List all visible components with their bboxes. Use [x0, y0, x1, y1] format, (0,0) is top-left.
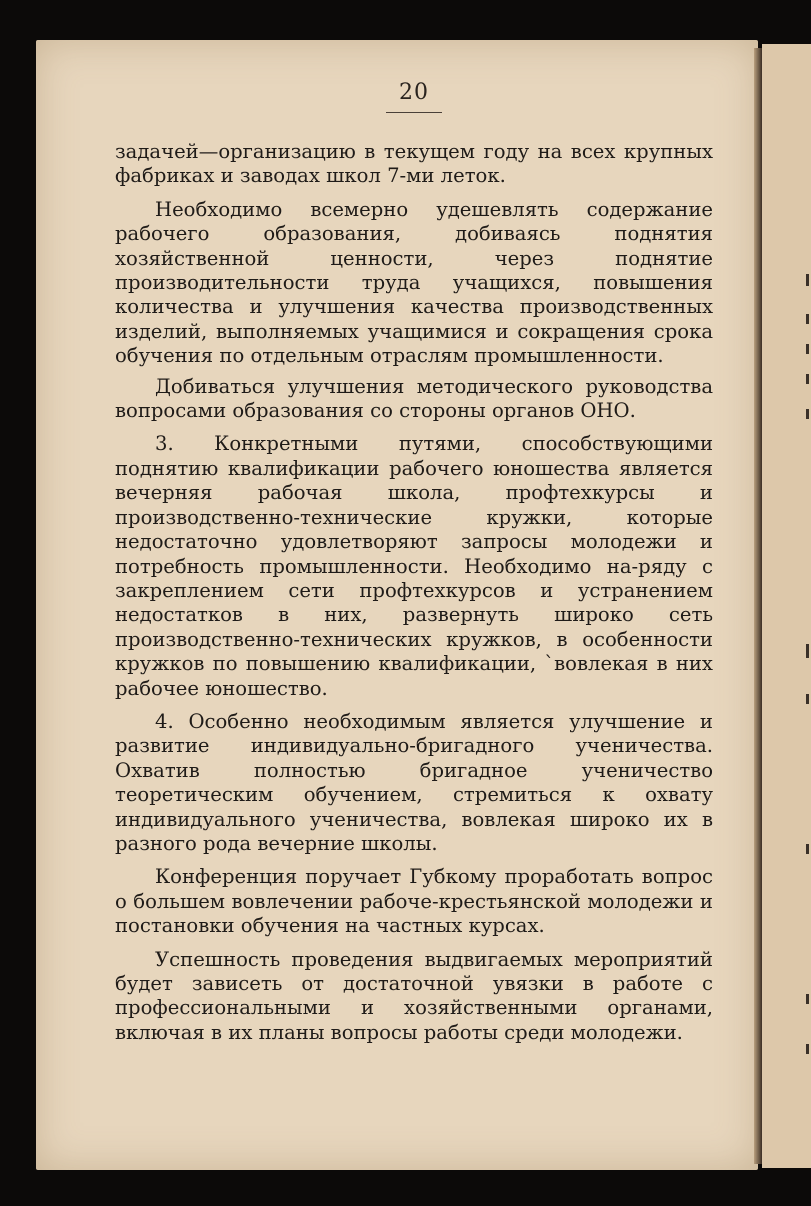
page-number: 20 [399, 80, 429, 105]
adjacent-page-mark [806, 994, 809, 1004]
adjacent-page-mark [806, 644, 809, 658]
adjacent-page-mark [806, 274, 809, 286]
adjacent-page-mark [806, 409, 809, 419]
paragraph-cost-reduction: Необходимо всемерно удешевлять содержание рабочего образования, добиваясь поднятия хозяйственной ценности, через поднятие производительности труда учащихся, повышения количества и улучшения качества производственных изделий, выполняемых учащимися и сокращения срока обучения по отдельным отраслям промышленности. [115, 197, 713, 368]
paragraph-conference-instruction: Конференция поручает Губкому проработать вопрос о большем вовлечении рабоче-крестьянской молодежи и постановки обучения на частных курсах. [115, 865, 713, 938]
body-text [115, 140, 713, 1045]
adjacent-page-strip [762, 44, 811, 1168]
adjacent-page-mark [806, 314, 809, 324]
page-spine-edge [754, 48, 762, 1164]
paragraph-item-3: 3. Конкретными путями, способствующими поднятию квалификации рабочего юношества является вечерняя рабочая школа, профтехкурсы и производственно-технические кружки, которые недостаточно удовлетворяют запросы молодежи и потребность промышленности. Необходимо на-ряду с закреплением сети профтехкурсов и устранением недостатков в них, развернуть широко сеть производственно-технических кружков, в особенности кружков по повышению квалификации, `вовлекая в них рабочее юношество. [115, 432, 713, 700]
paragraph-continuation: задачей—организацию в текущем году на всех крупных фабриках и заводах школ 7-ми леток. [115, 140, 713, 188]
adjacent-page-mark [806, 694, 809, 704]
page-number-underline [386, 112, 442, 113]
paragraph-success-condition: Успешность проведения выдвигаемых мероприятий будет зависеть от достаточной увязки в работе с профессиональными и хозяйственными органами, включая в их планы вопросы работы среди молодежи. [115, 947, 713, 1044]
adjacent-page-mark [806, 344, 809, 354]
adjacent-page-mark [806, 844, 809, 854]
paragraph-item-4: 4. Особенно необходимым является улучшение и развитие индивидуально-бригадного ученичества. Охватив полностью бригадное ученичество теоретическим обучением, стремиться к охвату индивидуального ученичества, вовлекая широко их в разного рода вечерние школы. [115, 709, 713, 855]
adjacent-page-mark [806, 374, 809, 384]
paragraph-methodical-guidance: Добиваться улучшения методического руководства вопросами образования со стороны органов ОНО. [115, 374, 713, 423]
adjacent-page-mark [806, 1044, 809, 1054]
